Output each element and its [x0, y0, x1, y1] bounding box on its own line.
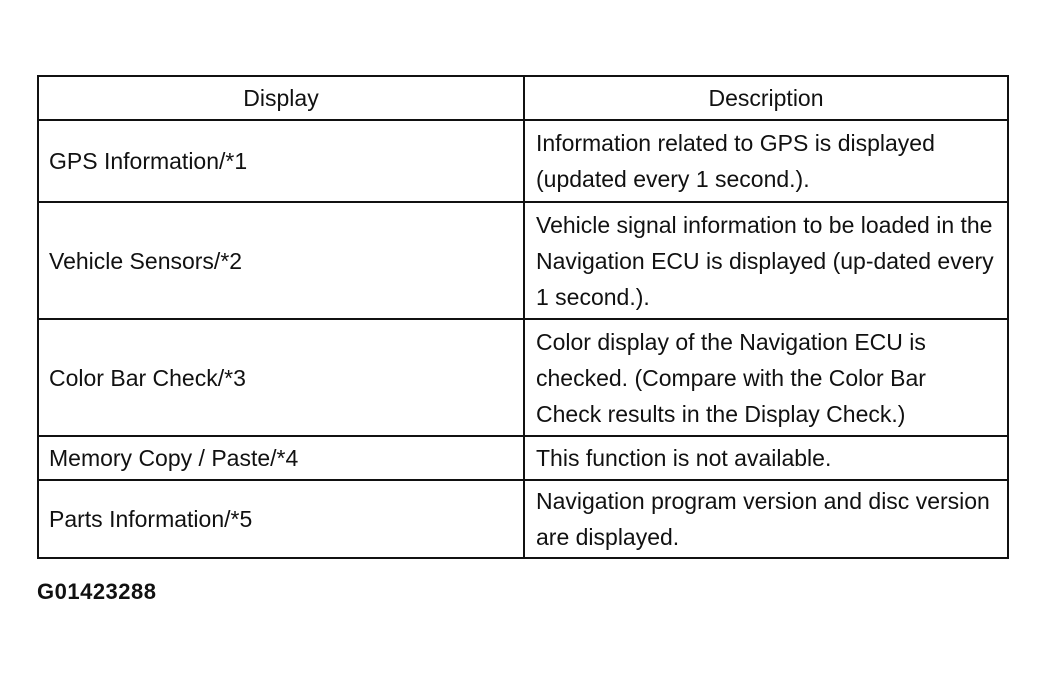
- header-description: Description: [524, 76, 1008, 120]
- display-cell: Memory Copy / Paste/*4: [38, 436, 524, 480]
- table-row: [38, 480, 1008, 558]
- display-cell: Parts Information/*5: [38, 480, 524, 558]
- description-cell: Navigation program version and disc version are displayed.: [524, 480, 1008, 558]
- description-cell: This function is not available.: [524, 436, 1008, 480]
- table-row: [38, 120, 1008, 202]
- table-row: [38, 436, 1008, 480]
- display-cell: Color Bar Check/*3: [38, 319, 524, 436]
- display-cell: Vehicle Sensors/*2: [38, 202, 524, 319]
- description-cell: Vehicle signal information to be loaded in the Navigation ECU is displayed (up-dated every 1 second.).: [524, 202, 1008, 319]
- table-header-row: [38, 76, 1008, 120]
- table-row: [38, 319, 1008, 436]
- figure-id: G01423288: [37, 579, 157, 604]
- description-cell: Information related to GPS is displayed (updated every 1 second.).: [524, 120, 1008, 202]
- display-cell: GPS Information/*1: [38, 120, 524, 202]
- description-cell: Color display of the Navigation ECU is checked. (Compare with the Color Bar Check results in the Display Check.): [524, 319, 1008, 436]
- header-display: Display: [38, 76, 524, 120]
- table-row: [38, 202, 1008, 319]
- display-description-table: [37, 75, 1009, 559]
